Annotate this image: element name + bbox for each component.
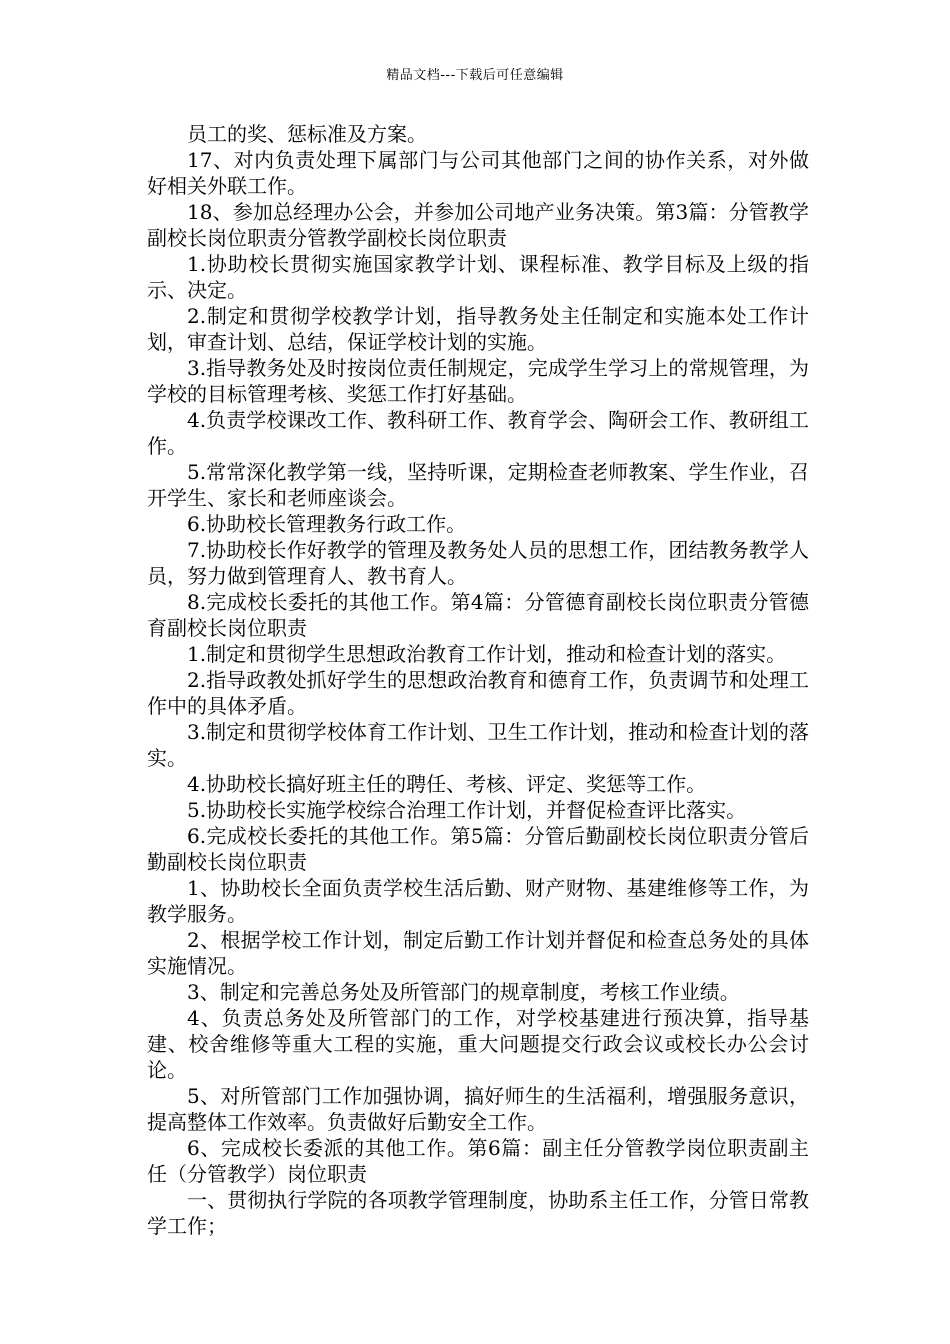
paragraph: 3.制定和贯彻学校体育工作计划、卫生工作计划，推动和检查计划的落实。 [147, 720, 809, 770]
paragraph: 4、负责总务处及所管部门的工作，对学校基建进行预决算，指导基建、校舍维修等重大工程的实施，重大问题提交行政会议或校长办公会讨论。 [147, 1006, 809, 1082]
paragraph: 2、根据学校工作计划，制定后勤工作计划并督促和检查总务处的具体实施情况。 [147, 928, 809, 978]
paragraph: 1.制定和贯彻学生思想政治教育工作计划，推动和检查计划的落实。 [187, 642, 787, 666]
paragraph: 5.常常深化教学第一线，坚持听课，定期检查老师教案、学生作业，召开学生、家长和老师座谈会。 [147, 460, 809, 510]
paragraph: 4.协助校长搞好班主任的聘任、考核、评定、奖惩等工作。 [187, 772, 707, 796]
paragraph: 3.指导教务处及时按岗位责任制规定，完成学生学习上的常规管理，为学校的目标管理考核、奖惩工作打好基础。 [147, 356, 809, 406]
paragraph: 8.完成校长委托的其他工作。第4篇：分管德育副校长岗位职责分管德育副校长岗位职责 [147, 590, 809, 640]
paragraph: 18、参加总经理办公会，并参加公司地产业务决策。第3篇：分管教学副校长岗位职责分管教学副校长岗位职责 [147, 200, 809, 250]
paragraph: 1、协助校长全面负责学校生活后勤、财产财物、基建维修等工作，为教学服务。 [147, 876, 809, 926]
paragraph: 5、对所管部门工作加强协调，搞好师生的生活福利，增强服务意识，提高整体工作效率。负责做好后勤安全工作。 [147, 1084, 809, 1134]
paragraph: 6.协助校长管理教务行政工作。 [187, 512, 467, 536]
paragraph: 17、对内负责处理下属部门与公司其他部门之间的协作关系，对外做好相关外联工作。 [147, 148, 809, 198]
paragraph: 1.协助校长贯彻实施国家教学计划、课程标准、教学目标及上级的指示、决定。 [147, 252, 809, 302]
paragraph: 6.完成校长委托的其他工作。第5篇：分管后勤副校长岗位职责分管后勤副校长岗位职责 [147, 824, 809, 874]
paragraph: 7.协助校长作好教学的管理及教务处人员的思想工作，团结教务教学人员，努力做到管理育人、教书育人。 [147, 538, 809, 588]
paragraph: 5.协助校长实施学校综合治理工作计划，并督促检查评比落实。 [187, 798, 747, 822]
paragraph: 2.指导政教处抓好学生的思想政治教育和德育工作，负责调节和处理工作中的具体矛盾。 [147, 668, 809, 718]
paragraph: 一、贯彻执行学院的各项教学管理制度，协助系主任工作，分管日常教学工作； [147, 1188, 809, 1238]
paragraph: 4.负责学校课改工作、教科研工作、教育学会、陶研会工作、教研组工作。 [147, 408, 809, 458]
page-header: 精品文档---下载后可任意编辑 [386, 68, 564, 83]
paragraph: 3、制定和完善总务处及所管部门的规章制度，考核工作业绩。 [187, 980, 740, 1004]
paragraph: 员工的奖、惩标准及方案。 [187, 122, 427, 146]
document-body [147, 121, 809, 1239]
paragraph: 2.制定和贯彻学校教学计划，指导教务处主任制定和实施本处工作计划，审查计划、总结，保证学校计划的实施。 [147, 304, 809, 354]
paragraph: 6、完成校长委派的其他工作。第6篇：副主任分管教学岗位职责副主任（分管教学）岗位职责 [147, 1136, 809, 1186]
